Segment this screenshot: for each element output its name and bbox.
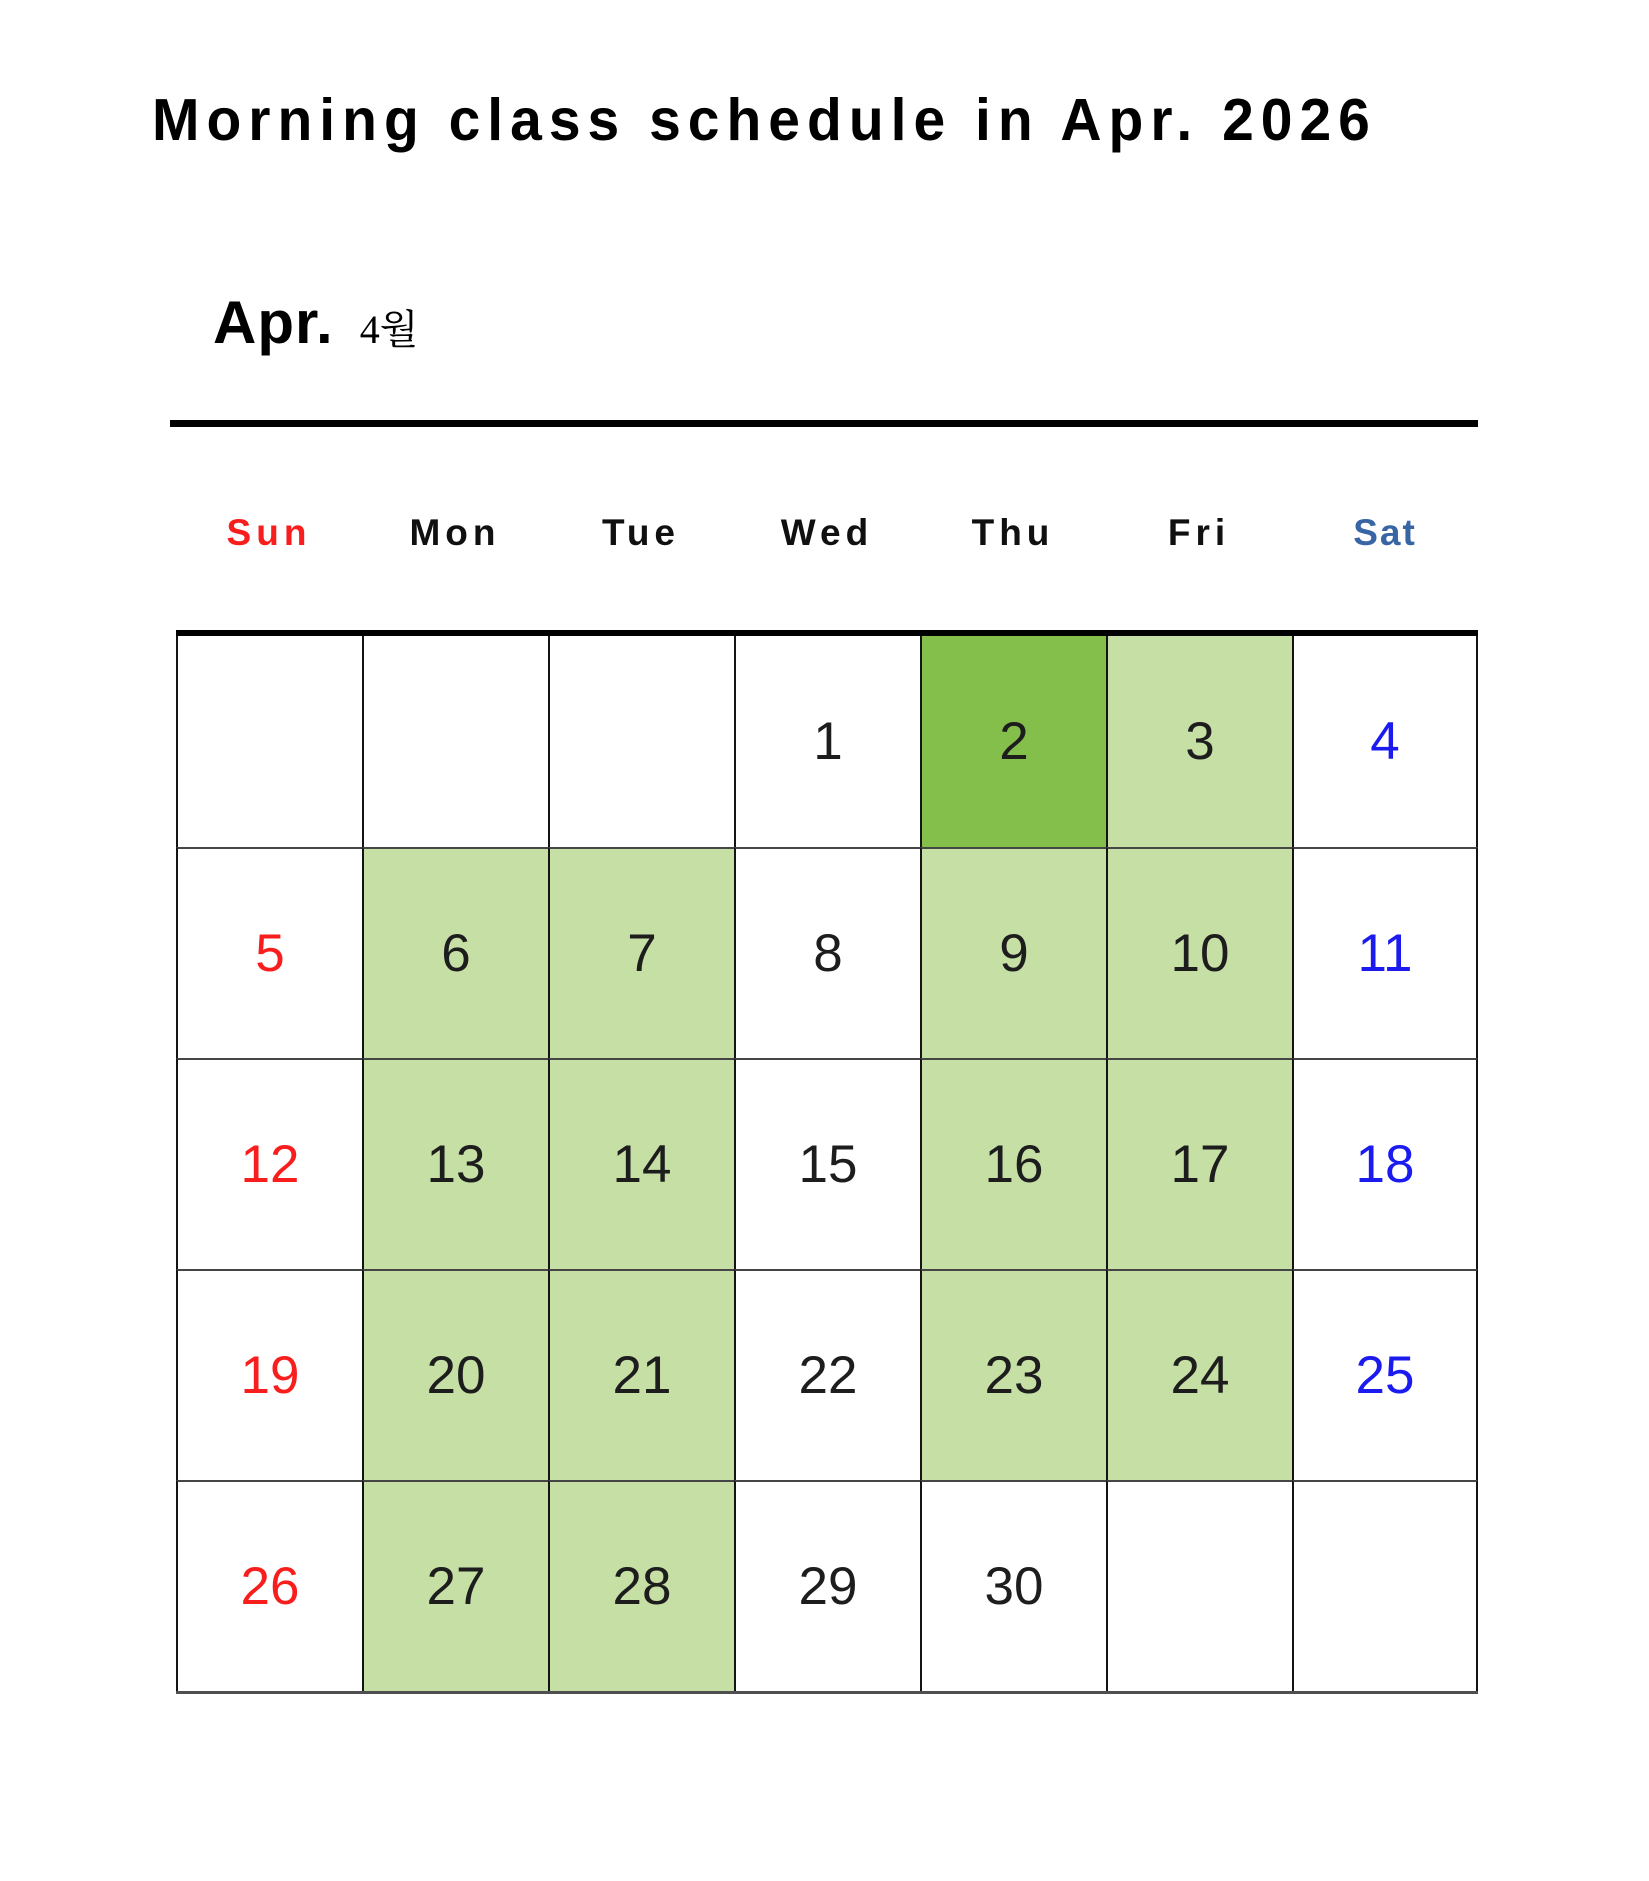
day-cell-18 (1292, 1058, 1478, 1269)
day-number: 9 (999, 924, 1029, 983)
empty-cell (362, 636, 548, 847)
day-number: 8 (813, 924, 843, 983)
weekday-header-fri: Fri (1167, 512, 1231, 553)
weekday-header-row (176, 512, 1478, 554)
page-title: Morning class schedule in Apr. 2026 (152, 87, 1377, 154)
day-number: 13 (426, 1135, 486, 1194)
day-number: 14 (612, 1135, 672, 1194)
empty-cell (1292, 1480, 1478, 1691)
day-number: 19 (240, 1346, 300, 1405)
weekday-header-mon: Mon (409, 512, 501, 553)
weekday-header-tue: Tue (601, 512, 681, 553)
day-cell-28 (548, 1480, 734, 1691)
day-cell-2 (920, 636, 1106, 847)
day-number: 30 (984, 1557, 1044, 1616)
day-cell-22 (734, 1269, 920, 1480)
day-cell-1 (734, 636, 920, 847)
day-cell-5 (176, 847, 362, 1058)
day-cell-4 (1292, 636, 1478, 847)
day-cell-25 (1292, 1269, 1478, 1480)
day-cell-8 (734, 847, 920, 1058)
day-cell-10 (1106, 847, 1292, 1058)
day-number: 3 (1185, 712, 1215, 771)
day-cell-19 (176, 1269, 362, 1480)
day-number: 16 (984, 1135, 1044, 1194)
day-number: 11 (1357, 924, 1413, 983)
day-number: 12 (240, 1135, 300, 1194)
day-number: 1 (813, 712, 843, 771)
day-number: 20 (426, 1346, 486, 1405)
day-number: 22 (798, 1346, 858, 1405)
month-divider-rule (170, 420, 1478, 427)
weekday-header-sat: Sat (1353, 512, 1417, 553)
day-cell-21 (548, 1269, 734, 1480)
day-number: 15 (798, 1135, 858, 1194)
day-cell-29 (734, 1480, 920, 1691)
month-abbr: Apr. (213, 289, 334, 356)
day-cell-7 (548, 847, 734, 1058)
day-number: 25 (1355, 1346, 1415, 1405)
day-number: 28 (612, 1557, 672, 1616)
day-cell-12 (176, 1058, 362, 1269)
day-number: 17 (1170, 1135, 1230, 1194)
day-cell-26 (176, 1480, 362, 1691)
month-korean: 4월 (359, 307, 419, 352)
day-number: 5 (255, 924, 285, 983)
day-number: 24 (1170, 1346, 1230, 1405)
weekday-header-wed: Wed (780, 512, 874, 553)
day-cell-17 (1106, 1058, 1292, 1269)
day-cell-15 (734, 1058, 920, 1269)
day-cell-27 (362, 1480, 548, 1691)
day-number: 2 (999, 712, 1029, 771)
day-cell-14 (548, 1058, 734, 1269)
day-number: 27 (426, 1557, 486, 1616)
calendar-grid (176, 630, 1478, 1694)
day-number: 7 (627, 924, 657, 983)
day-cell-23 (920, 1269, 1106, 1480)
day-cell-9 (920, 847, 1106, 1058)
day-cell-11 (1292, 847, 1478, 1058)
day-number: 26 (240, 1557, 300, 1616)
day-cell-24 (1106, 1269, 1292, 1480)
day-cell-13 (362, 1058, 548, 1269)
day-cell-16 (920, 1058, 1106, 1269)
day-number: 29 (798, 1557, 858, 1616)
day-cell-3 (1106, 636, 1292, 847)
day-number: 6 (441, 924, 471, 983)
day-cell-30 (920, 1480, 1106, 1691)
day-number: 23 (984, 1346, 1044, 1405)
day-number: 4 (1370, 712, 1400, 771)
day-number: 18 (1355, 1135, 1415, 1194)
weekday-header-thu: Thu (971, 512, 1055, 553)
day-cell-20 (362, 1269, 548, 1480)
weekday-header-sun: Sun (226, 512, 312, 553)
empty-cell (176, 636, 362, 847)
month-label (213, 288, 418, 357)
empty-cell (1106, 1480, 1292, 1691)
day-cell-6 (362, 847, 548, 1058)
day-number: 21 (612, 1346, 672, 1405)
day-number: 10 (1170, 924, 1230, 983)
empty-cell (548, 636, 734, 847)
